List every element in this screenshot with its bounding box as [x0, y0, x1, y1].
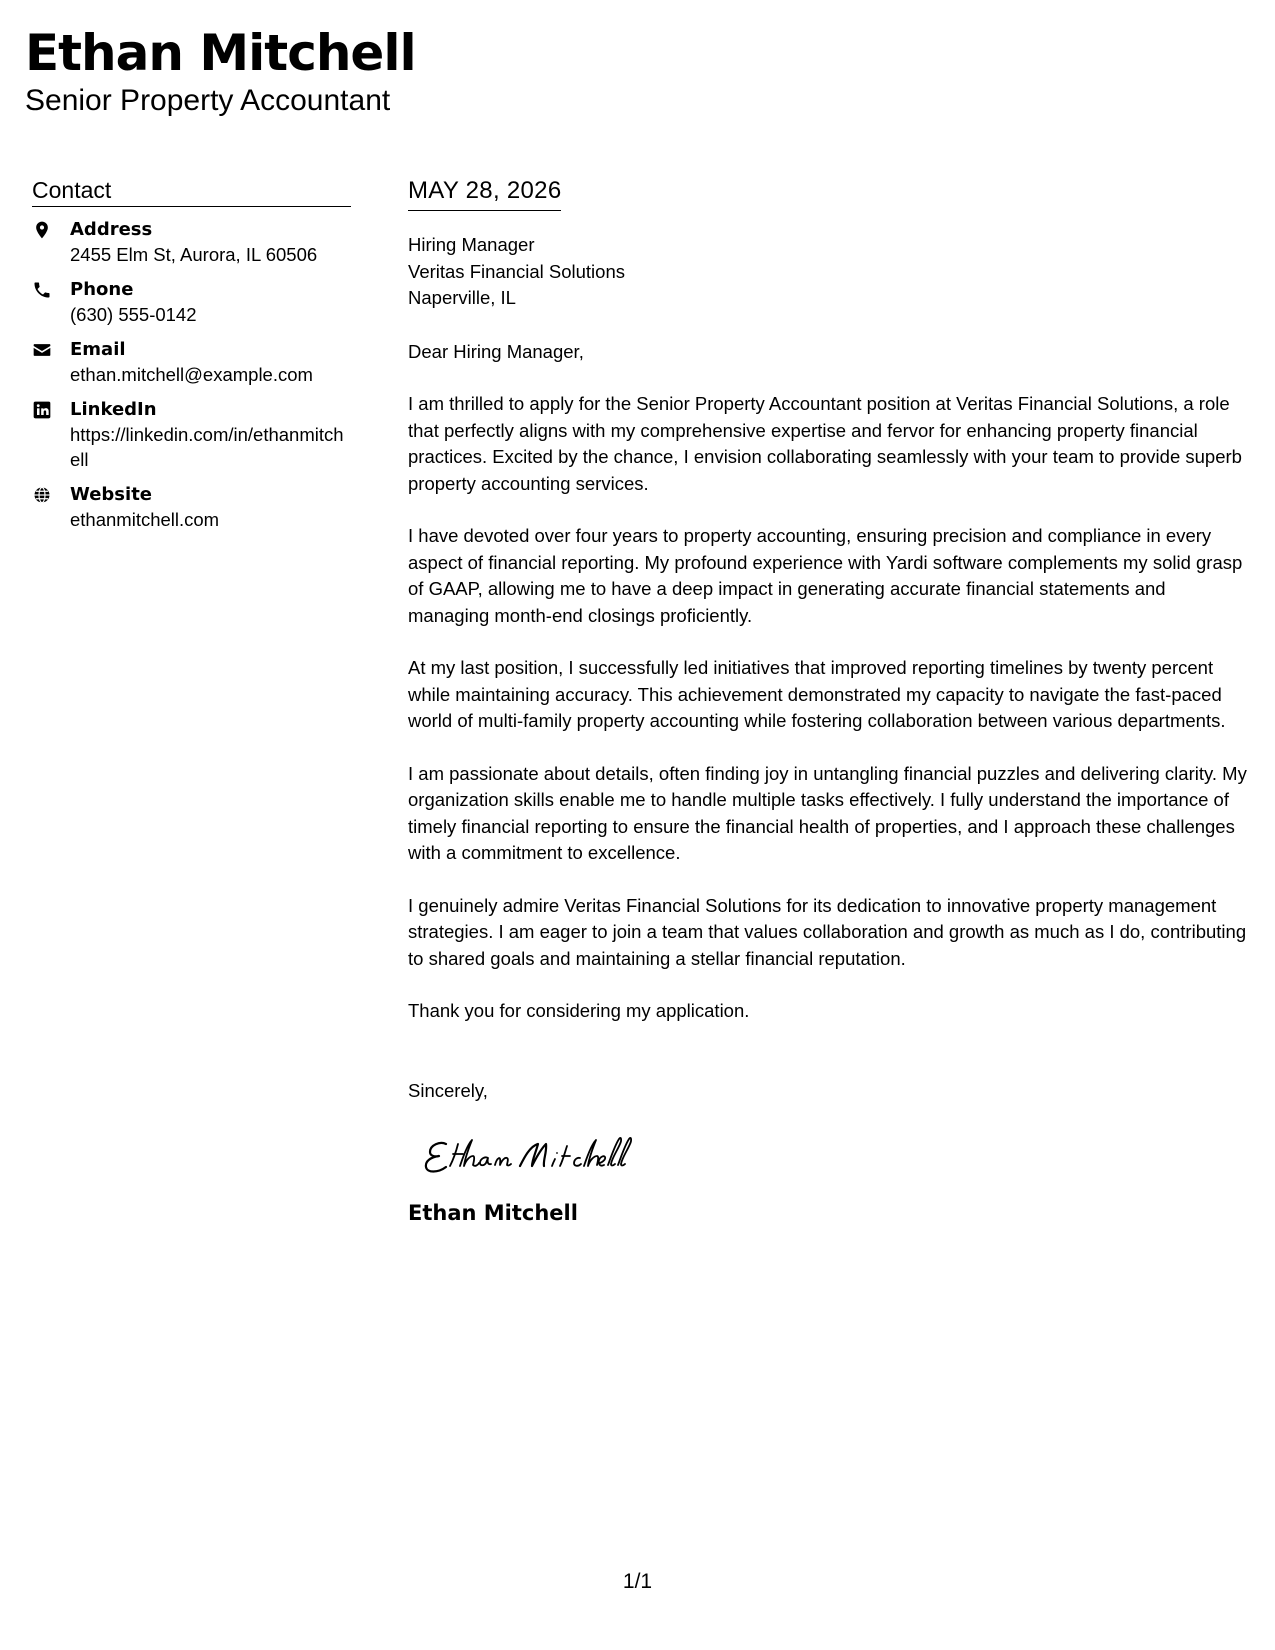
recipient-line: Hiring Manager — [408, 234, 535, 255]
page-number: 1/1 — [622, 1570, 653, 1593]
website-value: ethanmitchell.com — [70, 509, 220, 530]
contact-item-website — [32, 483, 351, 532]
closing: Sincerely, — [408, 1079, 488, 1101]
envelope-icon — [32, 340, 52, 360]
email-value: ethan.mitchell@example.com — [70, 364, 313, 385]
contact-label: Website — [70, 484, 153, 505]
salutation: Dear Hiring Manager, — [408, 340, 584, 362]
paragraph: I genuinely admire Veritas Financial Solutions for its dedication to innovative property management strategies. I am eager to join a team that values collaboration and growth as much as I do, contributing to shared goals and maintaining a stellar financial reputation. — [408, 894, 1247, 969]
letter-body — [408, 176, 1251, 1227]
globe-icon — [32, 485, 52, 505]
contact-item-address — [32, 218, 351, 267]
contact-item-phone — [32, 278, 351, 327]
contact-label: Email — [70, 339, 126, 360]
paragraph: I am thrilled to apply for the Senior Property Accountant position at Veritas Financial Solutions, a role that perfectly aligns with my comprehensive expertise and fervor for enhancing property financial practices. Excited by the chance, I envision collaborating seamlessly with your team to provide superb property accounting services. — [408, 393, 1242, 494]
linkedin-icon — [32, 400, 52, 420]
linkedin-value: https://linkedin.com/in/ethanmitchell — [70, 424, 344, 470]
paragraph: I have devoted over four years to property accounting, ensuring precision and compliance in every aspect of financial reporting. My profound experience with Yardi software complements my solid grasp of GAAP, allowing me to have a deep impact in generating accurate financial statements and managing month-end closings proficiently. — [408, 525, 1243, 626]
contact-sidebar — [32, 176, 351, 543]
recipient-block — [408, 232, 1251, 312]
contact-label: LinkedIn — [70, 399, 157, 420]
contact-label: Phone — [70, 279, 134, 300]
paragraph: At my last position, I successfully led initiatives that improved reporting timelines by twenty percent while maintaining accuracy. This achievement demonstrated my capacity to navigate the fast-paced world of multi-family property accounting while fostering collaboration between various departments. — [408, 657, 1226, 731]
address-value: 2455 Elm St, Aurora, IL 60506 — [70, 244, 318, 265]
contact-section-title: Contact — [32, 176, 351, 207]
recipient-line: Veritas Financial Solutions — [408, 260, 625, 282]
contact-item-email — [32, 338, 351, 387]
signer-name: Ethan Mitchell — [408, 1201, 578, 1225]
paragraph: Thank you for considering my application. — [408, 1000, 750, 1021]
map-pin-icon — [32, 220, 52, 240]
contact-item-linkedin — [32, 398, 351, 472]
letter-header — [25, 22, 925, 118]
applicant-name: Ethan Mitchell — [25, 24, 416, 82]
letter-date: MAY 28, 2026 — [408, 176, 561, 211]
contact-label: Address — [70, 219, 153, 240]
handwritten-signature — [420, 1126, 660, 1186]
phone-icon — [32, 280, 52, 300]
applicant-role: Senior Property Accountant — [25, 84, 391, 117]
phone-value: (630) 555-0142 — [70, 304, 197, 325]
paragraph: I am passionate about details, often finding joy in untangling financial puzzles and delivering clarity. My organization skills enable me to handle multiple tasks effectively. I fully understand the importance of timely financial reporting to ensure the financial health of properties, and I approach these challenges with a commitment to excellence. — [408, 762, 1247, 863]
recipient-line: Naperville, IL — [408, 287, 516, 308]
